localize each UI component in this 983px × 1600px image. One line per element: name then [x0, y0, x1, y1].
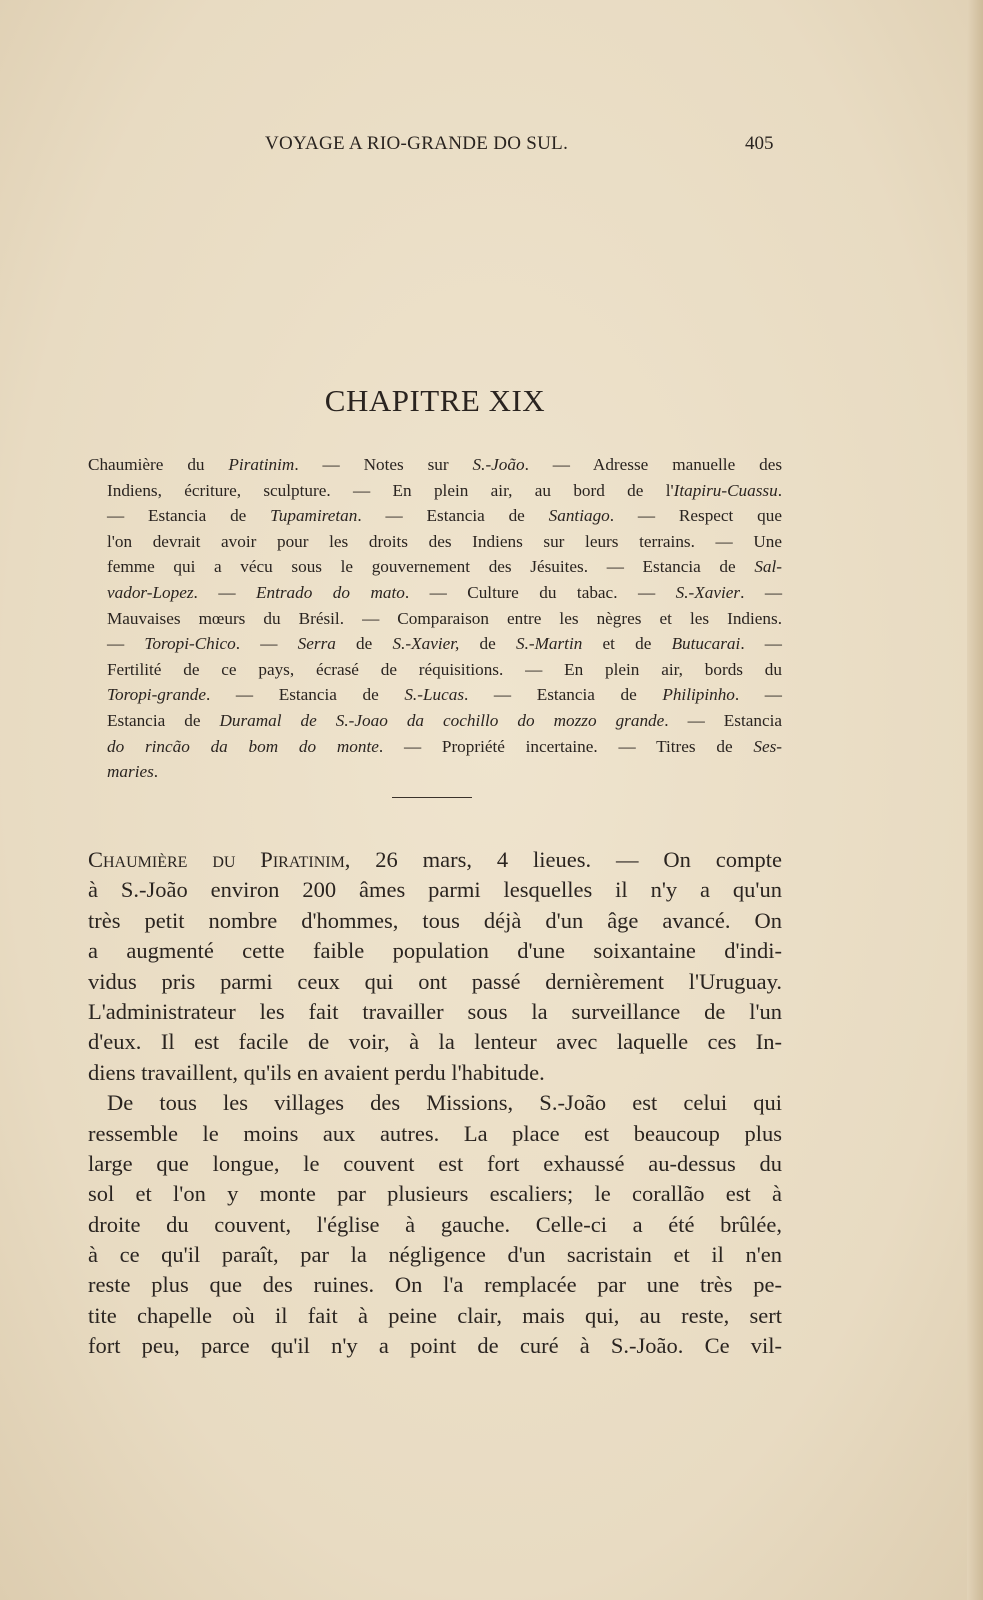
separator-rule	[392, 797, 472, 798]
italic-text: Philipinho	[662, 685, 735, 705]
summary-line	[88, 708, 782, 734]
italic-text: maries	[107, 762, 154, 782]
text-segment: —	[107, 634, 145, 654]
body-line	[88, 1179, 782, 1209]
body-line	[88, 936, 782, 966]
summary-line	[88, 682, 782, 708]
text-segment: . —	[193, 582, 256, 602]
body-line	[88, 1058, 782, 1088]
italic-text: Tupamiretan	[270, 506, 358, 526]
text-segment: . —	[740, 634, 782, 654]
italic-text: Butucarai	[671, 634, 741, 654]
summary-line	[88, 734, 782, 760]
summary-line	[88, 657, 782, 683]
chapter-summary	[88, 452, 782, 785]
body-line	[88, 1240, 782, 1270]
text-segment: Estancia de	[107, 710, 220, 730]
text-segment: a augmenté cette faible population d'une soixantaine d'indi-	[88, 938, 782, 964]
italic-text: Santiago	[548, 506, 610, 526]
text-segment: 26 mars, 4 lieues. — On compte	[350, 847, 782, 872]
text-segment: . — Estancia	[664, 710, 782, 730]
text-segment: . — Estancia de	[464, 685, 663, 705]
text-segment: . — Adresse manuelle des	[524, 455, 783, 474]
text-segment: De tous les villages des Missions, S.-João est celui qui	[107, 1090, 782, 1116]
text-segment: . —	[740, 582, 783, 602]
text-segment: . — Culture du tabac. —	[404, 582, 676, 602]
summary-line	[88, 554, 782, 580]
text-segment: droite du couvent, l'église à gauche. Celle-ci a été brûlée,	[88, 1211, 782, 1237]
text-segment: diens travaillent, qu'ils en avaient perdu l'habitude.	[88, 1059, 545, 1085]
body-text	[88, 845, 782, 1362]
text-segment: très petit nombre d'hommes, tous déjà d'un âge avancé. On	[88, 907, 782, 933]
italic-text: S.-Xavier,	[392, 634, 460, 654]
text-segment: .	[777, 480, 782, 500]
body-line	[88, 875, 782, 905]
summary-line	[88, 529, 782, 555]
text-segment: l'on devrait avoir pour les droits des Indiens sur leurs terrains. — Une	[107, 531, 782, 551]
text-segment: Chaumière du Piratinim,	[88, 847, 351, 872]
summary-line	[88, 759, 782, 785]
italic-text: S.-Xavier	[675, 582, 741, 602]
summary-line	[88, 503, 782, 529]
italic-text: Toropi-Chico	[144, 634, 236, 654]
text-segment: ressemble le moins aux autres. La place est beaucoup plus	[88, 1120, 782, 1146]
text-segment: . — Notes sur	[294, 455, 473, 474]
text-segment: reste plus que des ruines. On l'a remplacée par une très pe-	[88, 1272, 782, 1298]
text-segment: — Estancia de	[107, 506, 271, 526]
body-line	[88, 1331, 782, 1361]
text-segment: tite chapelle où il fait à peine clair, mais qui, au reste, sert	[88, 1302, 782, 1328]
text-segment: sol et l'on y monte par plusieurs escaliers; le corallão est à	[88, 1181, 782, 1207]
text-segment: fort peu, parce qu'il n'y a point de curé à S.-João. Ce vil-	[88, 1333, 782, 1359]
text-segment: d'eux. Il est facile de voir, à la lenteur avec laquelle ces In-	[88, 1029, 782, 1055]
body-line	[88, 1119, 782, 1149]
text-segment: Fertilité de ce pays, écrasé de réquisitions. — En plein air, bords du	[107, 659, 782, 679]
italic-text: S.-Martin	[515, 634, 583, 654]
italic-text: S.-João	[472, 455, 525, 474]
body-line	[88, 1270, 782, 1300]
page-number: 405	[745, 133, 774, 154]
summary-line	[88, 580, 782, 606]
running-head: VOYAGE A RIO-GRANDE DO SUL.	[265, 133, 569, 154]
italic-text: Duramal de S.-Joao da cochillo do mozzo grande	[219, 710, 665, 730]
italic-text: Sal-	[754, 557, 782, 577]
body-line	[88, 845, 782, 875]
summary-line	[88, 606, 782, 632]
text-segment: . —	[235, 634, 298, 654]
text-segment: Indiens, écriture, sculpture. — En plein air, au bord de l'	[107, 480, 674, 500]
italic-text: vador-Lopez	[107, 582, 194, 602]
body-line	[88, 906, 782, 936]
text-segment: Mauvaises mœurs du Brésil. — Comparaison entre les nègres et les Indiens.	[107, 608, 782, 628]
text-segment: à ce qu'il paraît, par la négligence d'un sacristain et il n'en	[88, 1242, 782, 1268]
page-edge	[967, 0, 983, 1600]
text-segment: vidus pris parmi ceux qui ont passé dernièrement l'Uruguay.	[88, 968, 782, 994]
text-segment: . —	[734, 685, 782, 705]
body-line	[88, 1210, 782, 1240]
text-segment: Chaumière du	[88, 455, 229, 474]
text-segment: . — Estancia de	[206, 685, 405, 705]
summary-line	[88, 631, 782, 657]
italic-text: Toropi-grande	[107, 685, 207, 705]
italic-text: Piratinim	[228, 455, 295, 474]
text-segment: . — Estancia de	[357, 506, 549, 526]
text-segment: L'administrateur les fait travailler sous la surveillance de l'un	[88, 998, 782, 1024]
text-segment: . — Propriété incertaine. — Titres de	[378, 736, 754, 756]
italic-text: do rincão da bom do monte	[107, 736, 379, 756]
summary-line	[88, 478, 782, 504]
chapter-title: CHAPITRE XIX	[324, 383, 546, 418]
text-segment: large que longue, le couvent est fort exhaussé au-dessus du	[88, 1150, 782, 1176]
text-segment: de	[335, 634, 393, 654]
italic-text: Entrado do mato	[255, 582, 405, 602]
text-segment: et de	[582, 634, 672, 654]
body-line	[88, 1027, 782, 1057]
italic-text: Serra	[297, 634, 336, 654]
italic-text: Ses-	[753, 736, 782, 756]
summary-line	[88, 452, 782, 478]
text-segment: . — Respect que	[609, 506, 782, 526]
body-line	[88, 967, 782, 997]
italic-text: S.-Lucas	[404, 685, 465, 705]
text-segment: femme qui a vécu sous le gouvernement des Jésuites. — Estancia de	[107, 557, 755, 577]
body-line	[88, 997, 782, 1027]
text-segment: de	[459, 634, 516, 654]
body-line	[88, 1301, 782, 1331]
italic-text: Itapiru-Cuassu	[673, 480, 778, 500]
body-line	[88, 1149, 782, 1179]
text-segment: à S.-João environ 200 âmes parmi lesquelles il n'y a qu'un	[88, 877, 782, 903]
body-line	[88, 1088, 782, 1118]
text-segment: .	[153, 762, 159, 782]
